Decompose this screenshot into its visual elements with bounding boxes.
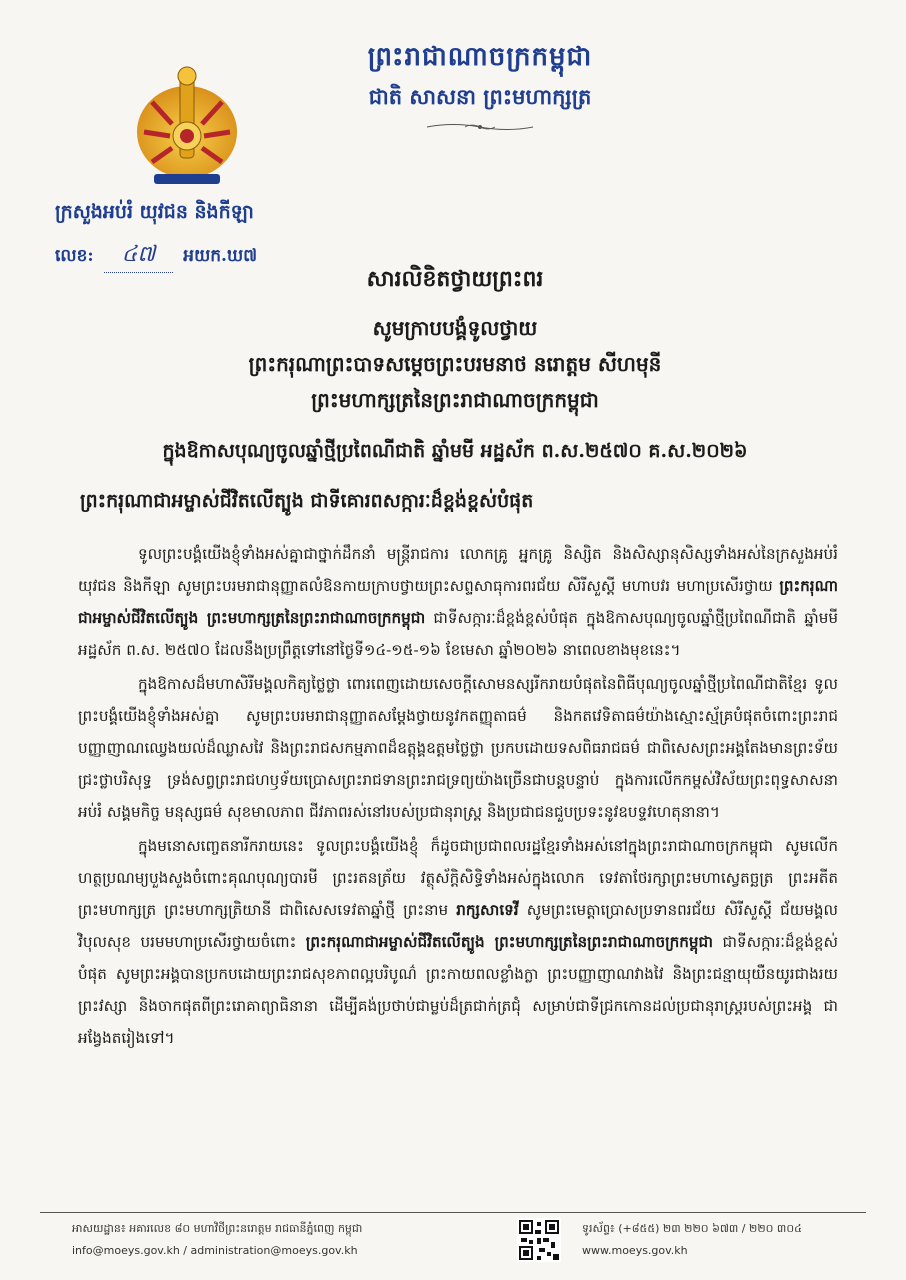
footer-contact-right — [582, 1218, 802, 1262]
letter-body — [78, 538, 838, 1056]
address-line-2: ព្រះករុណាព្រះបាទសម្តេចព្រះបរមនាថ នរោត្តម សីហមុនី — [248, 352, 662, 376]
kingdom-header — [330, 40, 630, 137]
kingdom-motto: ជាតិ សាសនា ព្រះមហាក្សត្រ — [368, 84, 592, 109]
reference-suffix: អយក.ឃ៧ — [183, 246, 258, 266]
footer-emails: info@moeys.gov.kh / administration@moeys.gov.kh — [72, 1244, 358, 1257]
letter-title: សារលិខិតថ្វាយព្រះពរ — [366, 266, 544, 292]
new-year-angel-bold: រាក្សសាទេវី — [456, 901, 519, 919]
footer-address: អាសយដ្ឋាន៖ អគារលេខ ៨០ មហាវិថីព្រះនរោត្តម រាជធានីភ្នំពេញ កម្ពុជា — [72, 1222, 363, 1235]
ornament-divider-icon — [425, 121, 535, 133]
king-title-bold: ព្រះករុណាជាអម្ចាស់ជីវិតលើត្បូង ព្រះមហាក្សត្រនៃព្រះរាជាណាចក្រកម្ពុជា — [78, 577, 838, 627]
kingdom-title: ព្រះរាជាណាចក្រកម្ពុជា — [367, 42, 593, 72]
address-line-1: សូមក្រាបបង្គំទូលថ្វាយ — [372, 316, 538, 340]
address-line-3: ព្រះមហាក្សត្រនៃព្រះរាជាណាចក្រកម្ពុជា — [311, 388, 599, 412]
footer-contact-left — [72, 1218, 362, 1262]
letter-titles — [60, 265, 850, 517]
ministry-emblem-icon — [132, 62, 242, 192]
footer-website: www.moeys.gov.kh — [582, 1244, 688, 1257]
footer-divider — [40, 1212, 866, 1213]
paragraph-1: ទូលព្រះបង្គំយើងខ្ញុំទាំងអស់គ្នាជាថ្នាក់ដឹកនាំ មន្ត្រីរាជការ លោកគ្រូ អ្នកគ្រូ និស្សិត និងសិស្សានុសិស្សទាំងអស់នៃក្រសួងអប់រំ យុវជន និងកីឡា សូមព្រះបរមរាជានុញ្ញាតលំឱនកាយក្រាបថ្វាយព្រះសព្ទសាធុការពរជ័យ សិរីសួស្តី មហាបវរ មហាប្រសើរថ្វាយ ព្រះករុណាជាអម្ចាស់ជីវិតលើត្បូង ព្រះមហាក្សត្រនៃព្រះរាជាណាចក្រកម្ពុជា ជាទីសក្ការៈដ៏ខ្ពង់ខ្ពស់បំផុត ក្នុងឱកាសបុណ្យចូលឆ្នាំថ្មីប្រពៃណីជាតិ ឆ្នាំមមី អដ្ឋស័ក ព.ស. ២៥៧០ ដែលនឹងប្រព្រឹត្តទៅនៅថ្ងៃទី១៤-១៥-១៦ ខែមេសា ឆ្នាំ២០២៦ នាពេលខាងមុខនេះ។ — [78, 545, 838, 659]
qr-code-icon — [517, 1218, 561, 1262]
paragraph-3: ក្នុងមនោសញ្ចេតនារីករាយនេះ ទូលព្រះបង្គំយើងខ្ញុំ ក៏ដូចជាប្រជាពលរដ្ឋខ្មែរទាំងអស់នៅក្នុងព្រះរាជាណាចក្រកម្ពុជា សូមលើកហត្ថប្រណម្យបួងសួងចំពោះគុណបុណ្យបារមី ព្រះរតនត្រ័យ វត្ថុស័ក្តិសិទ្ធិទាំងអស់ក្នុងលោក ទេវតាថែរក្សាព្រះមហាស្វេតច្ឆត្រ ព្រះអតីតព្រះមហាក្សត្រ ព្រះមហាក្សត្រិយានី ជាពិសេសទេវតាឆ្នាំថ្មី ព្រះនាម រាក្សសាទេវី សូមព្រះមេត្តាប្រោសប្រទានពរជ័យ សិរីសួស្តី ជ័យមង្គល វិបុលសុខ បរមមហាប្រសើរថ្វាយចំពោះ ព្រះករុណាជាអម្ចាស់ជីវិតលើត្បូង ព្រះមហាក្សត្រនៃព្រះរាជាណាចក្រកម្ពុជា ជាទីសក្ការៈដ៏ខ្ពង់ខ្ពស់បំផុត សូមព្រះអង្គបានប្រកបដោយព្រះរាជសុខភាពល្អបរិបូណ៌ ព្រះកាយពលខ្លាំងក្លា ព្រះបញ្ញាញាណវាងវៃ និងព្រះជន្មាយុយឺនយូរជាងរយព្រះវស្សា និងចាកផុតពីព្រះរោគាព្យាធិនានា ដើម្បីគង់ប្រថាប់ជាម្លប់ដ៏ត្រជាក់ត្រជុំ សម្រាប់ជាទីជ្រកកោនដល់ប្រជានុរាស្ត្ររបស់ព្រះអង្គ ជាអង្វែងតរៀងទៅ។ — [78, 837, 838, 1047]
salutation: ព្រះករុណាជាអម្ចាស់ជីវិតលើត្បូង ជាទីគោរពសក្ការៈដ៏ខ្ពង់ខ្ពស់បំផុត — [80, 490, 534, 512]
paragraph-2: ក្នុងឱកាសដ៏មហាសិរីមង្គលកិត្យថ្លៃថ្លា ពោរពេញដោយសេចក្តីសោមនស្សរីករាយបំផុតនៃពិធីបុណ្យចូលឆ្នាំថ្មីប្រពៃណីជាតិខ្មែរ ទូលព្រះបង្គំយើងខ្ញុំទាំងអស់គ្នា សូមព្រះបរមរាជានុញ្ញាតសម្តែងថ្វាយនូវកតញ្ញុតាធម៌ និងកតវេទិតាធម៌យ៉ាងស្មោះស្ម័គ្របំផុតចំពោះព្រះរាជបញ្ញាញាណឈ្វេងយល់ដ៏ឈ្លាសវៃ និងព្រះរាជសកម្មភាពដ៏ឧត្តុង្គឧត្តមថ្លៃថ្លា ប្រកបដោយទសពិធរាជធម៌ ជាពិសេសព្រះអង្គតែងមានព្រះទ័យជ្រះថ្លាបរិសុទ្ធ ទ្រង់សព្វព្រះរាជហឫទ័យប្រោសព្រះរាជទានព្រះរាជទ្រព្យយ៉ាងច្រើនជាបន្តបន្ទាប់ ក្នុងការលើកកម្ពស់វិស័យព្រះពុទ្ធសាសនា អប់រំ សង្គមកិច្ច មនុស្សធម៌ សុខមាលភាព ជីវភាពរស់នៅរបស់ប្រជានុរាស្ត្រ និងប្រជាជនជួបប្រទះនូវឧបទ្ទវហេតុនានា។ — [78, 675, 838, 821]
footer-phone: ទូរស័ព្ទ៖ (+៨៥៥) ២៣ ២២០ ៦៧៣ / ២២០ ៣០៤ — [582, 1222, 802, 1235]
reference-number: ៤៧ — [104, 240, 174, 273]
ministry-name: ក្រសួងអប់រំ យុវជន និងកីឡា — [55, 201, 254, 223]
occasion-line: ក្នុងឱកាសបុណ្យចូលឆ្នាំថ្មីប្រពៃណីជាតិ ឆ្នាំមមី អដ្ឋស័ក ព.ស.២៥៧០ គ.ស.២០២៦ — [162, 440, 748, 462]
king-title-bold-2: ព្រះករុណាជាអម្ចាស់ជីវិតលើត្បូង ព្រះមហាក្សត្រនៃព្រះរាជាណាចក្រកម្ពុជា — [305, 933, 713, 951]
reference-label: លេខ: — [55, 246, 94, 266]
